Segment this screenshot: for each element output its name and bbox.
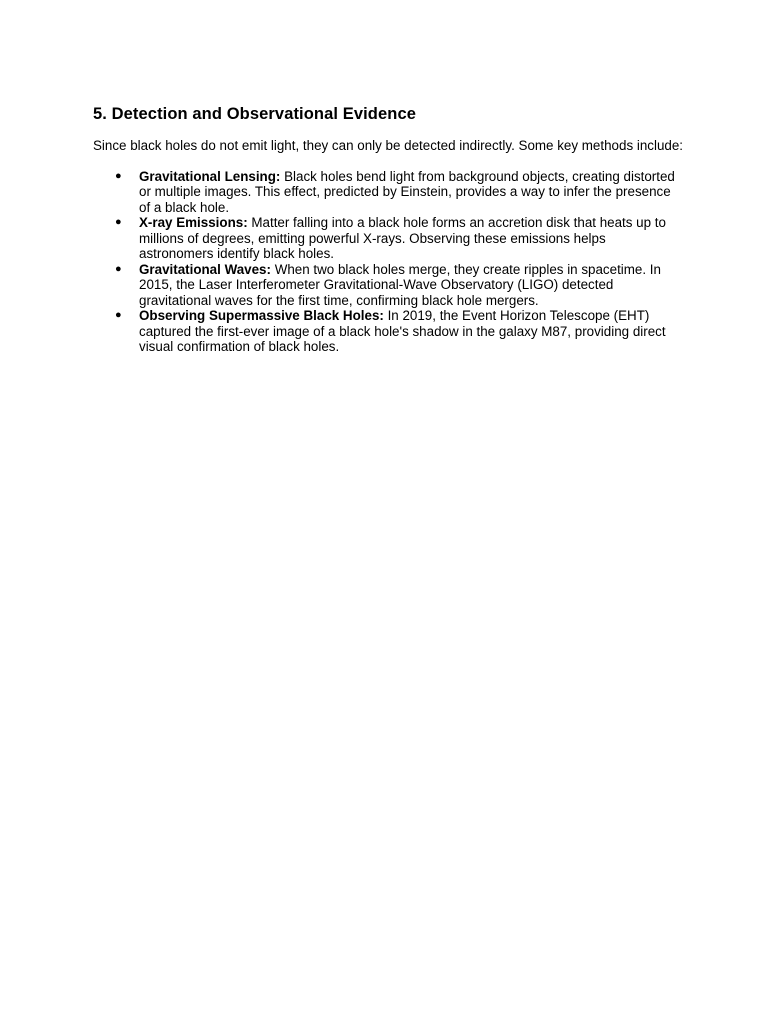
methods-list [93, 169, 683, 355]
method-description: In 2019, the Event Horizon Telescope (EHT) captured the first-ever image of a black hole's shadow in the galaxy M87, providing direct visual confirmation of black holes. [139, 308, 666, 354]
method-description: Black holes bend light from background objects, creating distorted or multiple images. This effect, predicted by Einstein, provides a way to infer the presence of a black hole. [139, 168, 675, 215]
bullet-icon: ● [115, 169, 122, 182]
method-term: Observing Supermassive Black Holes: [139, 308, 384, 323]
list-item-xray-emissions [93, 215, 683, 262]
method-term: Gravitational Waves: [139, 261, 271, 277]
method-description: When two black holes merge, they create ripples in spacetime. In 2015, the Laser Interferometer Gravitational-Wave Observatory (LIGO) detected gravitational waves for the first time, confirming black hole mergers. [139, 261, 661, 308]
method-term: X-ray Emissions: [139, 215, 248, 230]
intro-paragraph: Since black holes do not emit light, they can only be detected indirectly. Some key methods include: [93, 138, 684, 153]
list-item-supermassive-black-holes [93, 308, 683, 355]
bullet-icon: ● [115, 262, 122, 275]
document-content [93, 103, 683, 355]
method-term: Gravitational Lensing: [139, 168, 281, 184]
bullet-icon: ● [115, 309, 122, 321]
list-item-gravitational-lensing [93, 169, 683, 216]
section-heading: 5. Detection and Observational Evidence [93, 105, 416, 123]
list-item-gravitational-waves [93, 262, 683, 309]
method-description: Matter falling into a black hole forms an accretion disk that heats up to millions of degrees, emitting powerful X-rays. Observing these emissions helps astronomers identify black holes. [139, 215, 666, 261]
bullet-icon: ● [115, 216, 122, 228]
